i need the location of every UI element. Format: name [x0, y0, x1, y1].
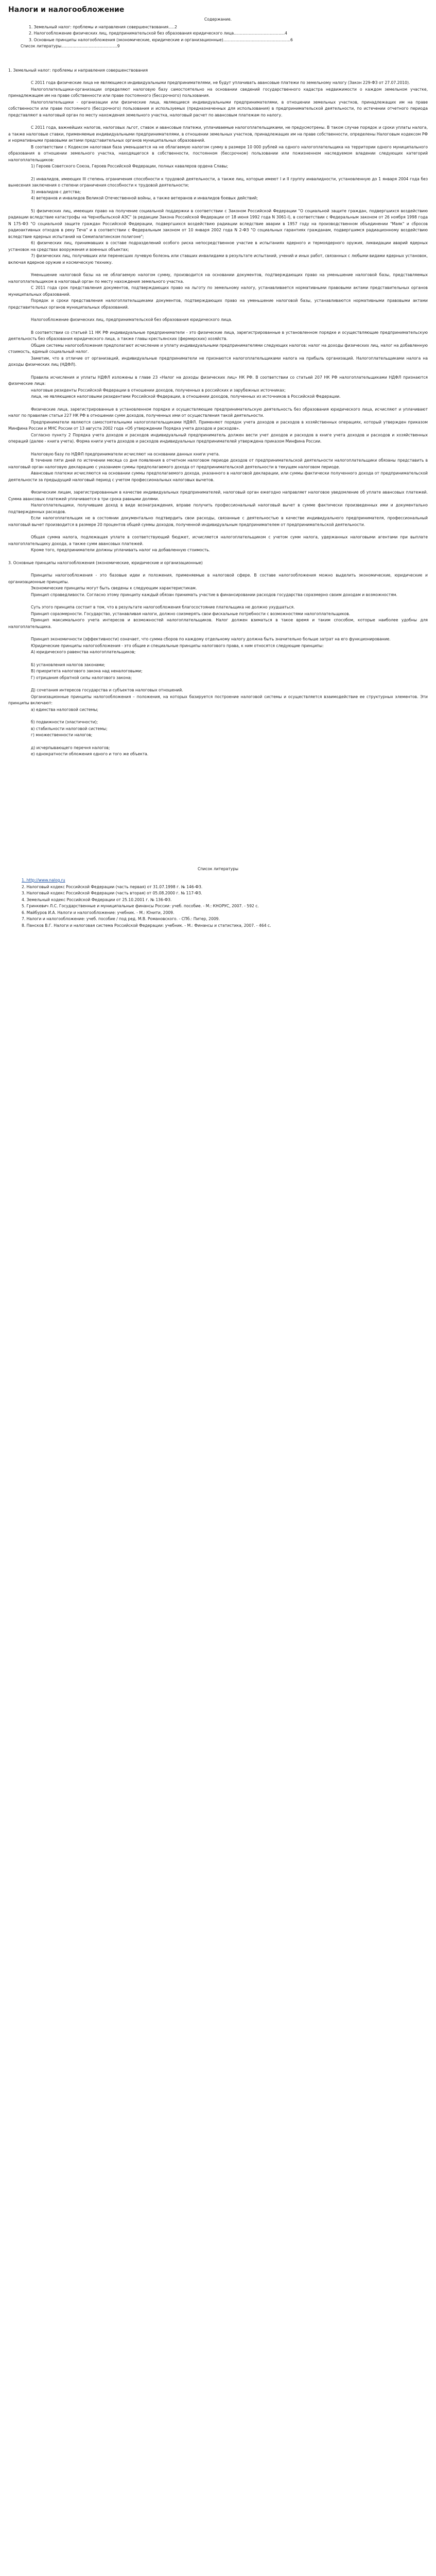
paragraph: Общие системы налогообложения предполагают исчисление и уплату индивидуальными предпринимателями следующих налогов: налог на доходы физических лиц, налог на добавленную стоимость, единый социальный налог. — [8, 343, 428, 354]
paragraph: Суть этого принципа состоит в том, что в результате налогообложения благосостояние плательщика не должно ухудшаться. — [31, 605, 295, 609]
paragraph: Принцип экономичности (эффективности) означает, что сумма сборов по каждому отдельному налогу должна быть значительно больше затрат на его функционирование. — [31, 637, 391, 641]
references — [8, 866, 428, 929]
paragraph: Физические лица, зарегистрированные в установленном порядке и осуществляющие предпринимательскую деятельность без образования юридического лица, исчисляют и уплачивают налог по правилам статьи 227 НК РФ в отношении сумм доходов, полученных ими от осуществления такой деятельности. — [8, 406, 428, 418]
reference-item: 3. Налоговый кодекс Российской Федерации (часть вторая) от 05.08.2000 г. № 117-ФЗ. — [22, 891, 202, 895]
paragraph: Налоговую базу по НДФЛ предприниматели исчисляют на основании данных книги учета. — [31, 451, 220, 456]
section-heading: 1. Земельный налог: проблемы и направления совершенствования — [8, 67, 148, 73]
paragraph: В течение пяти дней по истечении месяца со дня появления в отчетном налоговом периоде доходов от предпринимательской деятельности налогоплательщики обязаны представить в налоговый орган налоговую декларацию с указанием суммы предполагаемого дохода от предпринимательской деятельности в текущем налоговом периоде. — [8, 458, 428, 469]
reference-item: 8. Пансков В.Г. Налоги и налоговая система Российской Федерации: учебник. - М.: Финансы и статистика, 2007. - 464 с. — [22, 923, 271, 928]
paragraph: 1) Героев Советского Союза, Героев Российской Федерации, полных кавалеров ордена Славы; — [31, 164, 229, 168]
toc-heading: Содержание. — [204, 17, 232, 22]
section-1-text — [8, 80, 428, 324]
paragraph: Общая сумма налога, подлежащая уплате в соответствующий бюджет, исчисляется налогоплательщиком с учетом сумм налога, удержанных налоговыми агентами при выплате налогоплательщику дохода, а также сумм авансовых платежей. — [8, 535, 428, 546]
paragraph: Налогоплательщики-организации определяют налоговую базу самостоятельно на основании сведений государственного кадастра недвижимости о каждом земельном участке, принадлежащем им на праве собственности или праве постоянного (бессрочного) пользования. — [8, 87, 428, 98]
section-heading: 3. Основные принципы налогообложения (экономические, юридические и организационные) — [8, 560, 203, 565]
references-heading: Список литературы — [197, 866, 239, 871]
table-of-contents — [8, 16, 428, 50]
reference-item: 5. Гринкевич Л.С. Государственные и муниципальные финансы России: учеб. пособие. - М.: КНОРУС, 2007. - 592 с. — [22, 904, 259, 908]
toc-item: 2. Налогообложение физических лиц, предпринимательской без образования юридического лица.........................................4 — [29, 31, 287, 36]
paragraph: Юридические принципы налогообложения - это общие и специальные принципы налогового права, к ним относятся следующие принципы: — [31, 643, 324, 648]
paragraph: Налогообложение физических лиц, предпринимательской без образования юридического лица. — [31, 317, 232, 322]
reference-item: 6. Майбуров И.А. Налоги и налогообложение: учебник. - М.: Юнити, 2009. — [22, 910, 175, 915]
page-title: Налоги и налогообложение — [8, 6, 125, 14]
paragraph: Порядок и сроки представления налогоплательщиками документов, подтверждающих право на уменьшение налоговой базы, устанавливаются нормативными правовыми актами представительных органов муниципальных образований. — [8, 298, 428, 310]
paragraph: Если налогоплательщик не в состоянии документально подтвердить свои расходы, связанные с деятельностью в качестве индивидуального предпринимателя, профессиональный налоговый вычет производится в размере 20 процентов общей суммы доходов, полученной индивидуальным предпринимателем от предпринимательской деятельности. — [8, 516, 428, 527]
paragraph: Уменьшение налоговой базы на не облагаемую налогом сумму, производится на основании документов, подтверждающих право на уменьшение налоговой базы, представляемых налогоплательщиком в налоговый орган по месту нахождения земельного участка. — [8, 273, 428, 284]
paragraph: Принцип справедливости. Согласно этому принципу каждый обязан принимать участие в финансировании расходов государства соразмерно своим доходам и возможностям. — [31, 592, 397, 597]
paragraph: 2) инвалидов, имеющих III степень ограничения способности к трудовой деятельности, а также лиц, которые имеют I и II группу инвалидности, установленную до 1 января 2004 года без вынесения заключения о степени ограничения способности к трудовой деятельности; — [8, 176, 428, 188]
paragraph: Предприниматели являются самостоятельными налогоплательщиками НДФЛ. Применяют порядок учета доходов и расходов в хозяйственных операциях, который утвержден приказом Минфина России и МНС России от 13 августа 2002 года «Об утверждении Порядка учета доходов и расходов». — [8, 419, 428, 431]
paragraph: Принцип соразмерности. Государство, устанавливая налоги, должно соизмерять свои фискальные потребности с возможностями налогоплательщиков. — [31, 611, 351, 616]
toc-item: Список литературы.............................................9 — [21, 44, 120, 48]
paragraph: д) исчерпывающего перечня налогов; — [31, 745, 110, 750]
paragraph: в) стабильности налоговой системы; — [31, 726, 108, 731]
paragraph: Налогоплательщики, получившие доход в виде вознаграждения, вправе получить профессиональный налоговый вычет в сумме фактически произведенных ими и документально подтвержденных расходов. — [8, 503, 428, 514]
paragraph: В соответствии со статьей 11 НК РФ индивидуальные предприниматели - это физические лица, зарегистрированные в установленном порядке и осуществляющие предпринимательскую деятельность без образования юридического лица, а также главы крестьянских (фермерских) хозяйств. — [8, 330, 428, 341]
paragraph: налоговые резиденты Российской Федерации в отношении доходов, полученных в российских и зарубежных источниках; — [31, 387, 286, 393]
paragraph: Принципы налогообложения - это базовые идеи и положения, применяемые в налоговой сфере. В составе налогообложения можно выделить экономические, юридические и организационные принципы. — [8, 573, 428, 584]
reference-link[interactable]: 1. http://www.nalog.ru — [22, 878, 65, 883]
paragraph: б) подвижности (эластичности); — [31, 720, 98, 724]
paragraph: а) единства налоговой системы; — [31, 707, 98, 712]
document-body — [8, 16, 428, 929]
paragraph: Д) сочетания интересов государства и субъектов налоговых отношений. — [31, 688, 183, 692]
paragraph: 4) ветеранов и инвалидов Великой Отечественной войны, а также ветеранов и инвалидов боевых действий; — [31, 196, 258, 200]
paragraph: Кроме того, предприниматели должны уплачивать налог на добавленную стоимость. — [31, 548, 211, 552]
paragraph: С 2011 года срок представления документов, подтверждающих право на льготу по земельному налогу, устанавливается нормативными правовыми актами представительных органов муниципальных образований. — [8, 285, 428, 297]
paragraph: С 2011 года физические лица не являющиеся индивидуальными предпринимателями, не будут уплачивать авансовые платежи по земельному налогу (Закон 229-ФЗ от 27.07.2010). — [31, 80, 410, 85]
toc-item: 1. Земельный налог: проблемы и направления совершенствования.....2 — [29, 24, 177, 29]
toc-item: 3. Основные принципы налогообложения (экономические, юридические и организационные)......................................................6 — [29, 37, 293, 42]
paragraph: Организационные принципы налогообложения – положения, на которых базируется построение налоговой системы и осуществляется взаимодействие ее структурных элементов. Эти принципы включают: — [8, 694, 428, 705]
paragraph: Авансовые платежи исчисляются на основании суммы предполагаемого дохода, указанного в налоговой декларации, или суммы фактически полученного дохода от предпринимательской деятельности за предыдущий налоговый период с учетом профессиональных налоговых вычетов. — [8, 471, 428, 482]
paragraph: 3) инвалидов с детства; — [31, 189, 81, 194]
paragraph: Налогоплательщики - организации или физические лица, являющиеся индивидуальными предпринимателями, в отношении земельных участков, принадлежащих им на праве собственности или праве постоянного (бессрочного) пользования и используемых (предназначенных для использования) в предпринимательской деятельности, по истечении отчетного периода представляют в налоговый орган по месту нахождения земельного участка, налоговый расчет по авансовым платежам по налогу. — [8, 99, 428, 117]
paragraph: г) множественности налогов; — [31, 733, 93, 737]
paragraph: 6) физических лиц, принимавших в составе подразделений особого риска непосредственное участие в испытаниях ядерного и термоядерного оружия, ликвидации аварий ядерных установок на средствах вооружения и военных объектах; — [8, 241, 428, 252]
reference-item: 2. Налоговый кодекс Российской Федерации (часть первая) от 31.07.1998 г. № 146-ФЗ. — [22, 884, 203, 889]
paragraph: 7) физических лиц, получивших или перенесших лучевую болезнь или ставших инвалидами в результате испытаний, учений и иных работ, связанных с любыми видами ядерных установок, включая ядерное оружие и космическую технику. — [8, 253, 428, 265]
paragraph: Согласно пункту 2 Порядка учета доходов и расходов индивидуальный предприниматель должен вести учет доходов и расходов в книге учета доходов и расходов и хозяйственных операций (далее - книга учета). Форма книги учета доходов и расходов индивидуальных предпринимателей утверждена приказом Минфина России. — [8, 432, 428, 444]
paragraph: е) однократности обложения одного и того же объекта. — [31, 752, 149, 756]
paragraph: Физическим лицам, зарегистрированным в качестве индивидуальных предпринимателей, налоговый орган ежегодно направляет налоговое уведомление об уплате авансовых платежей. Сумма авансовых платежей уплачивается в три срока равными долями. — [8, 490, 428, 501]
paragraph: С 2011 года, важнейших налогов, налоговых льгот, ставок и авансовые платежи, уплачиваемые налогоплательщиками, не предусмотрены. В таком случае порядок и сроки уплаты налога, а также налоговые ставки, применяемые индивидуальными предпринимателями, в отношении земельных участков, принадлежащих им на праве собственности, определены Налоговым кодексом РФ и нормативными правовыми актами представительных органов муниципальных образований. — [8, 125, 428, 143]
section-3-text — [8, 572, 428, 758]
paragraph: лица, не являющиеся налоговыми резидентами Российской Федерации, в отношении доходов, полученных из источников в Российской Федерации. — [31, 394, 341, 399]
paragraph: А) юридического равенства налогоплательщиков; — [31, 650, 136, 654]
paragraph: 5) физических лиц, имеющих право на получение социальной поддержки в соответствии с Законом Российской Федерации "О социальной защите граждан, подвергшихся воздействию радиации вследствие катастрофы на Чернобыльской АЭС" (в редакции Закона Российской Федерации от 18 июня 1992 года N 3061-I), в соответствии с Федеральным законом от 26 ноября 1998 года N 175-ФЗ "О социальной защите граждан Российской Федерации, подвергшихся воздействию радиации вследствие аварии в 1957 году на производственном объединении "Маяк" и сбросов радиоактивных отходов в реку Теча" и в соответствии с Федеральным законом от 10 января 2002 года N 2-ФЗ "О социальных гарантиях гражданам, подвергшимся радиационному воздействию вследствие ядерных испытаний на Семипалатинском полигоне"; — [8, 208, 428, 239]
paragraph: Принцип максимального учета интересов и возможностей налогоплательщиков. Налог должен взиматься в такое время и таким способом, которые наиболее удобны для налогоплательщика. — [8, 618, 428, 629]
paragraph: Г) отрицания обратной силы налогового закона; — [31, 675, 132, 680]
reference-item: 4. Земельный кодекс Российской Федерации от 25.10.2001 г. № 136-ФЗ. — [22, 897, 172, 902]
section-2-text — [8, 330, 428, 554]
reference-item: 7. Налоги и налогообложение: учеб. пособие / под ред. М.В. Романовского. - СПб.: Питер, 2009. — [22, 917, 220, 921]
paragraph: Правила исчисления и уплаты НДФЛ изложены в главе 23 «Налог на доходы физических лиц» НК РФ. В соответствии со статьей 207 НК РФ налогоплательщиками НДФЛ признаются физические лица: — [8, 375, 428, 386]
paragraph: Экономические принципы могут быть сведены к следующим характеристикам. — [31, 586, 197, 590]
paragraph: В) приоритета налогового закона над неналоговыми; — [31, 669, 143, 673]
paragraph: Б) установления налогов законами; — [31, 662, 106, 667]
paragraph: В соответствии с Кодексом налоговая база уменьшается на не облагаемую налогом сумму в размере 10 000 рублей на одного налогоплательщика на территории одного муниципального образования в отношении земельного участка, находящегося в собственности, постоянном (бессрочном) пользовании или пожизненном наследуемом владении следующих категорий налогоплательщиков: — [8, 144, 428, 162]
paragraph: Заметим, что в отличие от организаций, индивидуальные предприниматели не признаются налогоплательщиками налога на прибыль организаций. Налогоплательщиками налога на доходы физических лиц (НДФЛ). — [8, 355, 428, 367]
